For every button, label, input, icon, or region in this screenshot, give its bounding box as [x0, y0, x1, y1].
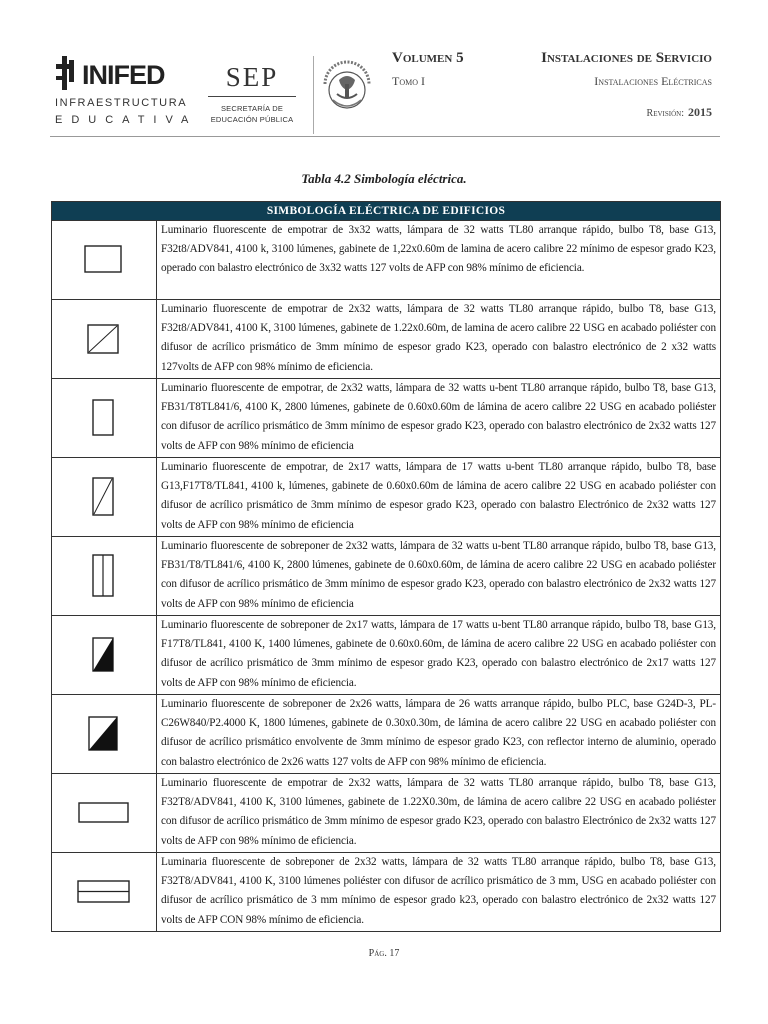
table-row — [52, 695, 720, 774]
mexico-seal-icon — [319, 44, 375, 134]
symbol-cell — [52, 616, 157, 694]
header-rule — [50, 136, 720, 137]
sep-logo — [206, 62, 298, 136]
symbol-cell — [52, 774, 157, 852]
volume-title: Volumen 5 — [392, 50, 464, 66]
luminaire-tall-icon — [91, 398, 117, 438]
inifed-wordmark: INIFED — [82, 60, 165, 90]
symbol-cell — [52, 221, 157, 299]
description-cell: Luminario fluorescente de sobreponer de 2x26 watts, lámpara de 26 watts arranque rápido, bulbo PLC, base G24D-3, PL-C26W840/P2.4000 K, 1800 lúmenes, gabinete de 0.30x0.30m, de lámina de acero calibre 22 USG en acabado poliéster con difusor de acrílico prismático envolvente de 3mm mínimo de espesor grado K23, con reflector interno de aluminio, operado con balastro electrónico de 2x26 watts 127 volts de AFP con 98% mínimo de eficiencia. — [161, 698, 716, 768]
table-row — [52, 300, 720, 379]
page-header — [0, 0, 768, 140]
revision-line — [541, 105, 712, 120]
installations-block — [541, 50, 712, 120]
luminaire-tall-split-icon — [91, 553, 117, 599]
description-cell: Luminario fluorescente de empotrar de 2x32 watts, lámpara de 32 watts TL80 arranque rápido, bulbo T8, base G13, F32T8/ADV841, 4100 K, 3100 lúmenes, gabinete de 1.22X0.30m, de lámina de acero calibre 22 USG en acabado poliéster con difusor de acrílico prismático de 3mm mínimo de espesor grado K23, operado con balastro Electrónico de 2x32 watts 127 volts de AFP con 98% mínimo de eficiencia. — [161, 777, 716, 847]
installations-subtitle: Instalaciones Eléctricas — [594, 74, 712, 88]
table-row — [52, 774, 720, 853]
table-row — [52, 616, 720, 695]
symbol-cell — [52, 853, 157, 931]
symbology-table — [51, 201, 721, 932]
table-row — [52, 379, 720, 458]
page-number: Pág. 17 — [368, 948, 400, 959]
inifed-subtitle-2: EDUCATIVA — [55, 114, 198, 126]
luminaire-wide-icon — [77, 801, 131, 825]
sep-subtitle-2: EDUCACIÓN PÚBLICA — [210, 115, 294, 124]
volume-subtitle: Tomo I — [392, 74, 425, 88]
table-row — [52, 853, 720, 931]
luminaire-diagonal-icon — [86, 321, 122, 357]
description-cell: Luminario fluorescente de empotrar de 2x32 watts, lámpara de 32 watts TL80 arranque rápido, bulbo T8, base G13, F32t8/ADV841, 4100 K, 3100 lúmenes, gabinete de 1.22x0.60m, de lamina de acero calibre 22 USG en acabado poliéster con difusor de acrílico prismático de 3mm mínimo de espesor grado K23, operado con balastro electrónico de 2 x32 watts 127volts de AFP con 98% mínimo de eficiencia. — [161, 303, 716, 373]
description-cell: Luminario fluorescente de empotrar, de 2x17 watts, lámpara de 17 watts u-bent TL80 arranque rápido, bulbo T8, base G13,F17T8/TL841, 4100 k, lúmenes, gabinete de 0.60x0.60m de lámina de acero calibre 22 USG en acabado poliéster con difusor de acrílico prismático de 3mm mínimo de espesor grado K23, operado con balastro Electrónico de 2x32 watts 127 volts de AFP con 98% mínimo de eficiencia — [161, 461, 716, 531]
symbol-cell — [52, 458, 157, 536]
sep-wordmark: SEP — [225, 62, 279, 92]
luminaire-wide-split-icon — [76, 879, 132, 905]
table-row — [52, 221, 720, 300]
table-caption: Tabla 4.2 Simbología eléctrica. — [301, 171, 467, 186]
luminaire-square-half-fill-icon — [87, 715, 121, 753]
inifed-logo — [52, 56, 198, 136]
description-cell: Luminario fluorescente de sobreponer de 2x32 watts, lámpara de 32 watts u-bent TL80 arranque rápido, bulbo T8, base G13, FB31/T8/TL841/6, 4100 K, 2800 lúmenes, gabinete de 0.60x0.60m, de lámina de acero calibre 22 USG en acabado poliéster con difusor de acrílico prismático de 3mm mínimo de espesor grado K23, operado con balastro electrónico de 2x32 watts 127 volts de AFP con 98% mínimo de eficiencia — [161, 540, 716, 610]
sep-subtitle-1: SECRETARÍA DE — [220, 104, 284, 113]
symbol-cell — [52, 379, 157, 457]
description-cell: Luminario fluorescente de sobreponer de 2x17 watts, lámpara de 17 watts u-bent TL80 arranque rápido, bulbo T8, base G13, F17T8/TL841, 4100 K, 1400 lúmenes, gabinete de 0.60x0.60m, de lámina de acero calibre 22 USG en acabado poliéster con difusor de acrílico prismático de 3mm mínimo de espesor grado K23, operado con balastro electrónico de 2x17 watts 127 volts de AFP con 98% mínimo de eficiencia. — [161, 619, 716, 689]
luminaire-tall-half-fill-icon — [91, 636, 117, 674]
sep-rule — [208, 96, 296, 97]
logo-divider — [313, 56, 314, 134]
revision-year: 2015 — [688, 105, 712, 119]
symbol-cell — [52, 300, 157, 378]
description-cell: Luminario fluorescente de empotrar, de 2x32 watts, lámpara de 32 watts u-bent TL80 arranque rápido, bulbo T8, base G13, FB31/T8TL841/6, 4100 K, 2800 lúmenes, gabinete de 0.60x0.60m de lámina de acero calibre 22 USG en acabado poliéster con difusor de acrílico prismático de 3mm mínimo de espesor grado K23, operado con balastro electrónico de 2x32 watts 127 volts de AFP con 98% mínimo de eficiencia — [161, 382, 716, 452]
table-row — [52, 458, 720, 537]
table-row — [52, 537, 720, 616]
symbol-cell — [52, 537, 157, 615]
luminaire-rect-icon — [84, 245, 124, 275]
table-header: SIMBOLOGÍA ELÉCTRICA DE EDIFICIOS — [52, 202, 720, 221]
inifed-subtitle-1: INFRAESTRUCTURA — [55, 97, 188, 109]
description-cell: Luminario fluorescente de empotrar de 3x32 watts, lámpara de 32 watts TL80 arranque rápido, bulbo T8, base G13, F32t8/ADV841, 4100 k, 3100 lúmenes, gabinete de 1,22x0.60m de lamina de acero calibre 22 mínimo de espesor grado K23, operado con balastro electrónico de 3x32 watts 127 volts de AFP con 98% mínimo de eficiencia. — [161, 224, 716, 275]
installations-title: Instalaciones de Servicio — [541, 50, 712, 66]
revision-label: Revisión: — [646, 108, 684, 119]
symbol-cell — [52, 695, 157, 773]
description-cell: Luminaria fluorescente de sobreponer de 2x32 watts, lámpara de 32 watts TL80 arranque rápido, bulbo T8, base G13, F32T8/ADV841, 4100 K, 3100 lúmenes poliéster con difusor de acrílico prismático de 3 mm, USG en acabado poliéster con difusor de acrílico prismático de 3 mm mínimo de espesor grado k23, operado con balastro electrónico de 2x32 watts 127 volts de AFP CON 98% mínimo de eficiencia. — [161, 856, 716, 926]
volume-block — [392, 50, 464, 89]
luminaire-tall-diagonal-icon — [91, 476, 117, 518]
inifed-mark-icon — [56, 56, 80, 90]
